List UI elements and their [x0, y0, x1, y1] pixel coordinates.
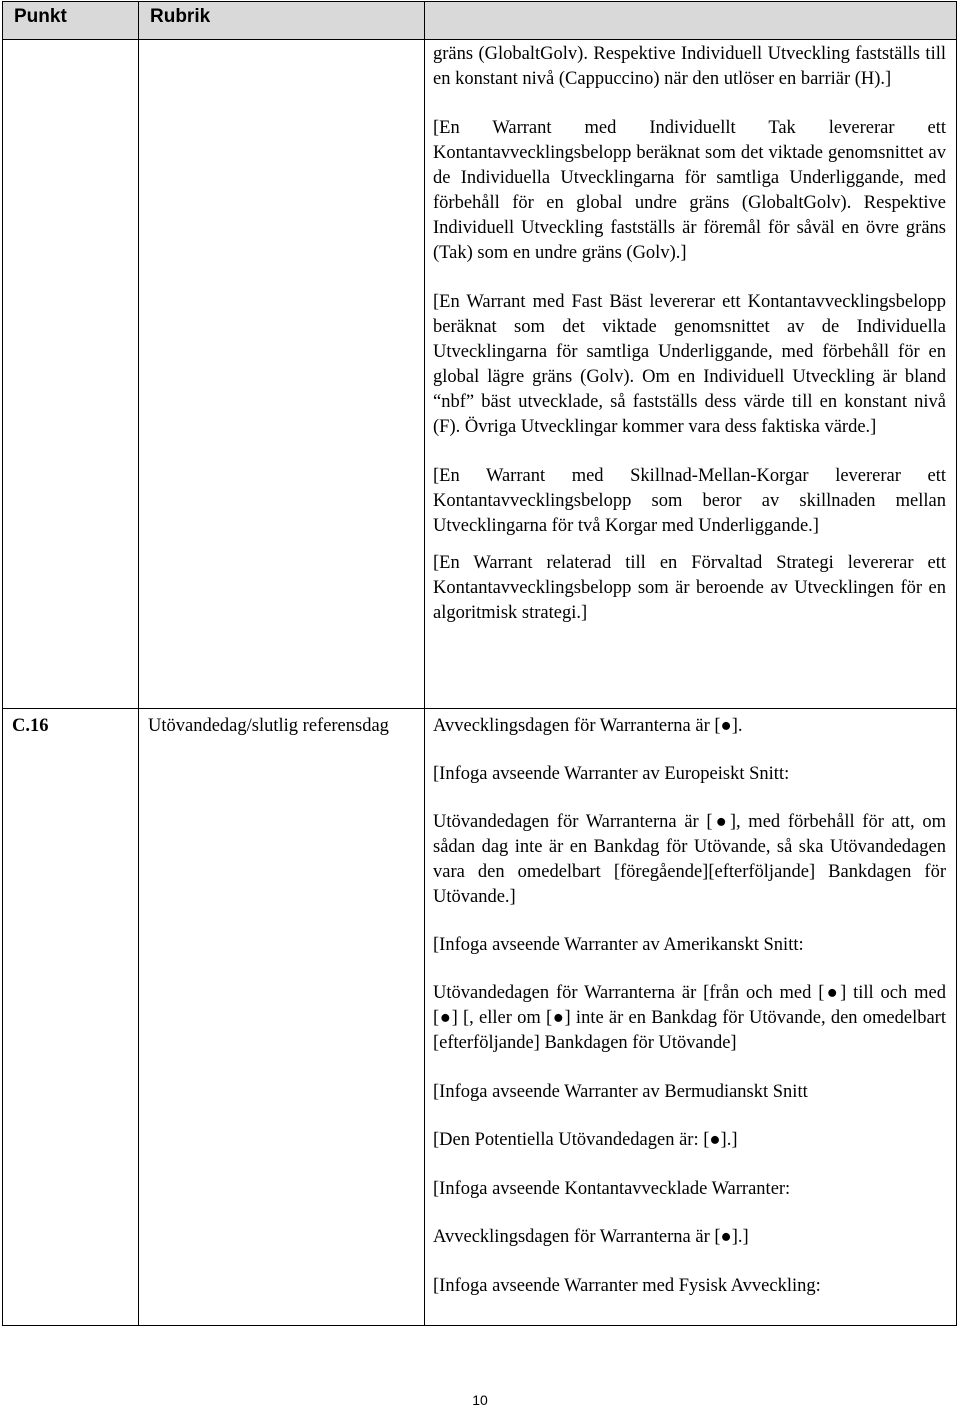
paragraph: [Den Potentiella Utövandedagen är: [●].]	[433, 1130, 738, 1150]
paragraph: Utövandedagen för Warranterna är [från och med [●] till och med [●] [, eller om [●] inte är en Bankdag för Utövande, den omedelbart [efterföljande] Bankdagen för Utövande]	[433, 983, 946, 1053]
paragraph: Utövandedagen för Warranterna är [●], med förbehåll för att, om sådan dag inte är en Bankdag för Utövande, så ska Utövandedagen vara den omedelbart [föregående][efterföljande] Bankdagen för Utövande.]	[433, 812, 946, 907]
header-punkt: Punkt	[14, 6, 67, 27]
paragraph: Avvecklingsdagen för Warranterna är [●].]	[433, 1227, 749, 1247]
paragraph: [Infoga avseende Kontantavvecklade Warranter:	[433, 1179, 791, 1199]
row-rubrik: Utövandedag/slutlig referensdag	[148, 716, 389, 736]
c16-content	[433, 714, 946, 1299]
paragraph: [Infoga avseende Warranter av Amerikanskt Snitt:	[433, 935, 804, 955]
header-rubrik: Rubrik	[150, 6, 211, 27]
paragraph: [En Warrant relaterad till en Förvaltad Strategi levererar ett Kontantavvecklingsbelopp som är beroende av Utvecklingen för en algoritmisk strategi.]	[433, 553, 946, 623]
paragraph: [En Warrant med Fast Bäst levererar ett Kontantavvecklingsbelopp beräknat som det viktade genomsnittet av de Individuella Utvecklingarna för samtliga Underliggande, med förbehåll för en global lägre gräns (Golv). Om en Individuell Utveckling är bland “nbf” bäst utvecklade, så fastställs dess värde till en konstant nivå (F). Övriga Utvecklingar kommer vara dess faktiska värde.]	[433, 292, 946, 437]
table-header	[3, 2, 956, 40]
paragraph: [En Warrant med Individuellt Tak levererar ett Kontantavvecklingsbelopp beräknat som det viktade genomsnittet av de Individuella Utvecklingarna för samtliga Underliggande, med förbehåll för en global undre gräns (GlobaltGolv). Respektive Individuell Utveckling fastställs är föremål för såväl en övre gräns (Tak) som en undre gräns (Golv).]	[433, 118, 946, 263]
row-punkt: C.16	[12, 716, 49, 736]
paragraph: [Infoga avseende Warranter av Europeiskt Snitt:	[433, 764, 790, 784]
paragraph: [En Warrant med Skillnad-Mellan-Korgar levererar ett Kontantavvecklingsbelopp som beror av skillnaden mellan Utvecklingarna för två Korgar med Underliggande.]	[433, 466, 946, 536]
paragraph: Avvecklingsdagen för Warranterna är [●].	[433, 716, 743, 736]
upper-content	[433, 42, 946, 626]
column-divider	[424, 2, 425, 1325]
row-divider	[3, 708, 956, 709]
column-divider	[138, 2, 139, 1325]
page-number: 10	[472, 1392, 488, 1408]
paragraph: [Infoga avseende Warranter med Fysisk Avveckling:	[433, 1276, 821, 1296]
paragraph: gräns (GlobaltGolv). Respektive Individuell Utveckling fastställs till en konstant nivå (Cappuccino) när den utlöser en barriär (H).]	[433, 44, 946, 89]
paragraph: [Infoga avseende Warranter av Bermudianskt Snitt	[433, 1082, 808, 1102]
